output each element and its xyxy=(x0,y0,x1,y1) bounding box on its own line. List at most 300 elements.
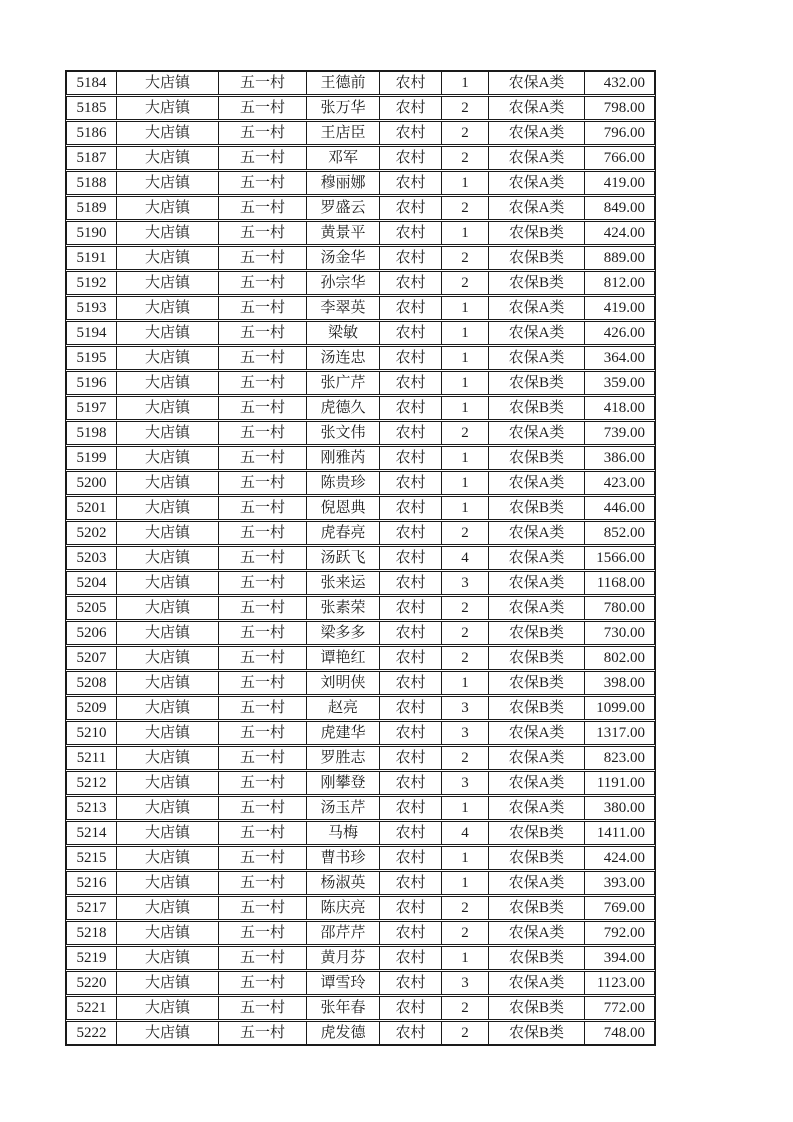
cell-person-name: 刚攀登 xyxy=(306,772,379,794)
cell-serial: 5219 xyxy=(76,949,107,966)
cell-household-count: 2 xyxy=(441,997,488,1019)
cell-serial: 5216 xyxy=(76,874,107,891)
cell-person-name: 赵亮 xyxy=(306,697,379,719)
table-row xyxy=(66,1021,655,1045)
cell-amount: 393.00 xyxy=(584,872,654,894)
cell-household-count: 4 xyxy=(441,547,488,569)
cell-serial: 5220 xyxy=(76,974,107,991)
table-row xyxy=(66,646,655,670)
cell-insurance-type: 农保B类 xyxy=(488,222,584,244)
table-row xyxy=(66,821,655,845)
cell-village: 五一村 xyxy=(218,722,306,744)
cell-insurance-type: 农保A类 xyxy=(488,97,584,119)
table-row xyxy=(66,796,655,820)
cell-residence-type: 农村 xyxy=(379,972,441,994)
table-row xyxy=(66,721,655,745)
cell-serial: 5195 xyxy=(76,349,107,366)
cell-amount: 432.00 xyxy=(584,72,654,94)
cell-residence-type: 农村 xyxy=(379,247,441,269)
cell-village: 五一村 xyxy=(218,822,306,844)
cell-village: 五一村 xyxy=(218,922,306,944)
cell-amount: 852.00 xyxy=(584,522,654,544)
cell-insurance-type: 农保A类 xyxy=(488,772,584,794)
cell-serial: 5193 xyxy=(76,299,107,316)
cell-residence-type: 农村 xyxy=(379,147,441,169)
cell-serial: 5208 xyxy=(76,674,107,691)
table-row xyxy=(66,446,655,470)
cell-town: 大店镇 xyxy=(116,897,218,919)
cell-town: 大店镇 xyxy=(116,822,218,844)
cell-serial: 5203 xyxy=(76,549,107,566)
cell-serial: 5192 xyxy=(76,274,107,291)
cell-person-name: 王店臣 xyxy=(306,122,379,144)
cell-amount: 1191.00 xyxy=(584,772,654,794)
cell-village: 五一村 xyxy=(218,1022,306,1044)
cell-residence-type: 农村 xyxy=(379,672,441,694)
cell-town: 大店镇 xyxy=(116,522,218,544)
cell-village: 五一村 xyxy=(218,447,306,469)
cell-household-count: 1 xyxy=(441,72,488,94)
cell-person-name: 邵芹芹 xyxy=(306,922,379,944)
cell-village: 五一村 xyxy=(218,972,306,994)
table-row xyxy=(66,171,655,195)
cell-village: 五一村 xyxy=(218,247,306,269)
cell-town: 大店镇 xyxy=(116,872,218,894)
cell-person-name: 虎德久 xyxy=(306,397,379,419)
cell-household-count: 2 xyxy=(441,747,488,769)
table-row xyxy=(66,846,655,870)
cell-village: 五一村 xyxy=(218,497,306,519)
cell-residence-type: 农村 xyxy=(379,522,441,544)
cell-insurance-type: 农保B类 xyxy=(488,447,584,469)
cell-residence-type: 农村 xyxy=(379,497,441,519)
cell-insurance-type: 农保A类 xyxy=(488,572,584,594)
cell-household-count: 2 xyxy=(441,122,488,144)
cell-insurance-type: 农保A类 xyxy=(488,872,584,894)
table-row xyxy=(66,346,655,370)
cell-person-name: 倪恩典 xyxy=(306,497,379,519)
table-row xyxy=(66,571,655,595)
table-row xyxy=(66,871,655,895)
cell-village: 五一村 xyxy=(218,422,306,444)
cell-amount: 1317.00 xyxy=(584,722,654,744)
table-row xyxy=(66,921,655,945)
cell-residence-type: 农村 xyxy=(379,897,441,919)
cell-amount: 849.00 xyxy=(584,197,654,219)
table-row xyxy=(66,296,655,320)
cell-village: 五一村 xyxy=(218,897,306,919)
cell-household-count: 1 xyxy=(441,172,488,194)
cell-village: 五一村 xyxy=(218,122,306,144)
cell-person-name: 谭雪玲 xyxy=(306,972,379,994)
cell-village: 五一村 xyxy=(218,572,306,594)
cell-village: 五一村 xyxy=(218,547,306,569)
cell-person-name: 邓军 xyxy=(306,147,379,169)
cell-serial: 5189 xyxy=(76,199,107,216)
cell-person-name: 王德前 xyxy=(306,72,379,94)
cell-serial: 5218 xyxy=(76,924,107,941)
cell-insurance-type: 农保B类 xyxy=(488,1022,584,1044)
cell-town: 大店镇 xyxy=(116,722,218,744)
cell-insurance-type: 农保B类 xyxy=(488,672,584,694)
cell-household-count: 2 xyxy=(441,622,488,644)
cell-serial: 5198 xyxy=(76,424,107,441)
cell-town: 大店镇 xyxy=(116,697,218,719)
cell-amount: 1168.00 xyxy=(584,572,654,594)
cell-town: 大店镇 xyxy=(116,172,218,194)
cell-residence-type: 农村 xyxy=(379,947,441,969)
cell-residence-type: 农村 xyxy=(379,872,441,894)
cell-residence-type: 农村 xyxy=(379,97,441,119)
cell-residence-type: 农村 xyxy=(379,347,441,369)
cell-person-name: 马梅 xyxy=(306,822,379,844)
cell-serial: 5199 xyxy=(76,449,107,466)
cell-person-name: 张年春 xyxy=(306,997,379,1019)
cell-serial: 5215 xyxy=(76,849,107,866)
cell-household-count: 1 xyxy=(441,797,488,819)
table-row xyxy=(66,371,655,395)
cell-village: 五一村 xyxy=(218,147,306,169)
cell-village: 五一村 xyxy=(218,72,306,94)
cell-person-name: 张广芹 xyxy=(306,372,379,394)
table-row xyxy=(66,246,655,270)
cell-person-name: 张文伟 xyxy=(306,422,379,444)
cell-household-count: 3 xyxy=(441,572,488,594)
benefits-table xyxy=(65,70,656,1046)
cell-serial: 5185 xyxy=(76,99,107,116)
cell-person-name: 汤玉芹 xyxy=(306,797,379,819)
cell-town: 大店镇 xyxy=(116,197,218,219)
cell-residence-type: 农村 xyxy=(379,472,441,494)
table-row xyxy=(66,146,655,170)
cell-town: 大店镇 xyxy=(116,672,218,694)
cell-amount: 419.00 xyxy=(584,172,654,194)
cell-person-name: 汤跃飞 xyxy=(306,547,379,569)
cell-town: 大店镇 xyxy=(116,472,218,494)
cell-amount: 418.00 xyxy=(584,397,654,419)
cell-household-count: 1 xyxy=(441,297,488,319)
cell-town: 大店镇 xyxy=(116,797,218,819)
cell-amount: 798.00 xyxy=(584,97,654,119)
cell-town: 大店镇 xyxy=(116,772,218,794)
cell-serial: 5200 xyxy=(76,474,107,491)
cell-household-count: 2 xyxy=(441,522,488,544)
cell-household-count: 1 xyxy=(441,397,488,419)
cell-household-count: 1 xyxy=(441,347,488,369)
cell-amount: 812.00 xyxy=(584,272,654,294)
cell-town: 大店镇 xyxy=(116,497,218,519)
cell-town: 大店镇 xyxy=(116,347,218,369)
cell-household-count: 1 xyxy=(441,847,488,869)
cell-insurance-type: 农保B类 xyxy=(488,372,584,394)
cell-village: 五一村 xyxy=(218,172,306,194)
cell-amount: 426.00 xyxy=(584,322,654,344)
cell-residence-type: 农村 xyxy=(379,197,441,219)
cell-town: 大店镇 xyxy=(116,1022,218,1044)
cell-insurance-type: 农保B类 xyxy=(488,997,584,1019)
cell-person-name: 梁敏 xyxy=(306,322,379,344)
cell-household-count: 2 xyxy=(441,897,488,919)
cell-residence-type: 农村 xyxy=(379,572,441,594)
cell-village: 五一村 xyxy=(218,522,306,544)
cell-town: 大店镇 xyxy=(116,222,218,244)
cell-serial: 5184 xyxy=(76,74,107,91)
cell-village: 五一村 xyxy=(218,322,306,344)
cell-amount: 772.00 xyxy=(584,997,654,1019)
cell-serial: 5204 xyxy=(76,574,107,591)
cell-village: 五一村 xyxy=(218,472,306,494)
cell-insurance-type: 农保A类 xyxy=(488,297,584,319)
cell-residence-type: 农村 xyxy=(379,747,441,769)
cell-amount: 1123.00 xyxy=(584,972,654,994)
table-row xyxy=(66,621,655,645)
cell-residence-type: 农村 xyxy=(379,797,441,819)
cell-household-count: 1 xyxy=(441,447,488,469)
cell-household-count: 3 xyxy=(441,697,488,719)
cell-town: 大店镇 xyxy=(116,72,218,94)
cell-person-name: 虎建华 xyxy=(306,722,379,744)
cell-village: 五一村 xyxy=(218,297,306,319)
cell-amount: 398.00 xyxy=(584,672,654,694)
cell-serial: 5190 xyxy=(76,224,107,241)
cell-serial: 5210 xyxy=(76,724,107,741)
cell-insurance-type: 农保A类 xyxy=(488,547,584,569)
cell-residence-type: 农村 xyxy=(379,547,441,569)
cell-amount: 1566.00 xyxy=(584,547,654,569)
cell-amount: 364.00 xyxy=(584,347,654,369)
cell-village: 五一村 xyxy=(218,797,306,819)
cell-residence-type: 农村 xyxy=(379,72,441,94)
table-row xyxy=(66,696,655,720)
cell-serial: 5207 xyxy=(76,649,107,666)
cell-insurance-type: 农保B类 xyxy=(488,497,584,519)
cell-town: 大店镇 xyxy=(116,922,218,944)
cell-insurance-type: 农保B类 xyxy=(488,397,584,419)
cell-insurance-type: 农保B类 xyxy=(488,847,584,869)
cell-household-count: 2 xyxy=(441,922,488,944)
cell-residence-type: 农村 xyxy=(379,297,441,319)
cell-insurance-type: 农保A类 xyxy=(488,797,584,819)
table-row xyxy=(66,946,655,970)
cell-insurance-type: 农保A类 xyxy=(488,922,584,944)
cell-serial: 5209 xyxy=(76,699,107,716)
cell-amount: 796.00 xyxy=(584,122,654,144)
cell-village: 五一村 xyxy=(218,747,306,769)
cell-town: 大店镇 xyxy=(116,647,218,669)
cell-amount: 386.00 xyxy=(584,447,654,469)
table-row xyxy=(66,196,655,220)
cell-household-count: 2 xyxy=(441,422,488,444)
cell-household-count: 4 xyxy=(441,822,488,844)
table-row xyxy=(66,996,655,1020)
cell-town: 大店镇 xyxy=(116,597,218,619)
cell-amount: 1411.00 xyxy=(584,822,654,844)
table-row xyxy=(66,546,655,570)
cell-person-name: 曹书珍 xyxy=(306,847,379,869)
cell-residence-type: 农村 xyxy=(379,122,441,144)
cell-insurance-type: 农保A类 xyxy=(488,197,584,219)
cell-residence-type: 农村 xyxy=(379,272,441,294)
cell-household-count: 1 xyxy=(441,672,488,694)
cell-amount: 419.00 xyxy=(584,297,654,319)
cell-town: 大店镇 xyxy=(116,122,218,144)
cell-village: 五一村 xyxy=(218,672,306,694)
table-row xyxy=(66,421,655,445)
cell-insurance-type: 农保B类 xyxy=(488,947,584,969)
cell-town: 大店镇 xyxy=(116,297,218,319)
cell-insurance-type: 农保A类 xyxy=(488,172,584,194)
cell-village: 五一村 xyxy=(218,347,306,369)
cell-serial: 5213 xyxy=(76,799,107,816)
cell-village: 五一村 xyxy=(218,272,306,294)
cell-insurance-type: 农保A类 xyxy=(488,147,584,169)
cell-insurance-type: 农保B类 xyxy=(488,622,584,644)
cell-village: 五一村 xyxy=(218,197,306,219)
cell-serial: 5201 xyxy=(76,499,107,516)
cell-household-count: 2 xyxy=(441,1022,488,1044)
cell-town: 大店镇 xyxy=(116,372,218,394)
cell-serial: 5222 xyxy=(76,1024,107,1041)
cell-amount: 424.00 xyxy=(584,847,654,869)
cell-person-name: 罗盛云 xyxy=(306,197,379,219)
cell-serial: 5187 xyxy=(76,149,107,166)
cell-amount: 446.00 xyxy=(584,497,654,519)
cell-town: 大店镇 xyxy=(116,322,218,344)
cell-village: 五一村 xyxy=(218,397,306,419)
cell-household-count: 2 xyxy=(441,147,488,169)
cell-person-name: 梁多多 xyxy=(306,622,379,644)
cell-person-name: 杨淑英 xyxy=(306,872,379,894)
cell-insurance-type: 农保B类 xyxy=(488,822,584,844)
cell-insurance-type: 农保B类 xyxy=(488,647,584,669)
cell-residence-type: 农村 xyxy=(379,1022,441,1044)
cell-household-count: 2 xyxy=(441,597,488,619)
cell-residence-type: 农村 xyxy=(379,322,441,344)
cell-serial: 5214 xyxy=(76,824,107,841)
cell-village: 五一村 xyxy=(218,872,306,894)
table-row xyxy=(66,271,655,295)
cell-residence-type: 农村 xyxy=(379,697,441,719)
cell-amount: 424.00 xyxy=(584,222,654,244)
cell-residence-type: 农村 xyxy=(379,922,441,944)
cell-insurance-type: 农保B类 xyxy=(488,697,584,719)
cell-amount: 780.00 xyxy=(584,597,654,619)
cell-serial: 5191 xyxy=(76,249,107,266)
cell-serial: 5206 xyxy=(76,624,107,641)
cell-village: 五一村 xyxy=(218,622,306,644)
table-row xyxy=(66,496,655,520)
cell-household-count: 3 xyxy=(441,972,488,994)
cell-town: 大店镇 xyxy=(116,97,218,119)
cell-insurance-type: 农保A类 xyxy=(488,522,584,544)
cell-village: 五一村 xyxy=(218,372,306,394)
cell-serial: 5194 xyxy=(76,324,107,341)
cell-village: 五一村 xyxy=(218,97,306,119)
cell-insurance-type: 农保A类 xyxy=(488,747,584,769)
cell-person-name: 黄月芬 xyxy=(306,947,379,969)
cell-village: 五一村 xyxy=(218,597,306,619)
cell-person-name: 张万华 xyxy=(306,97,379,119)
cell-insurance-type: 农保B类 xyxy=(488,247,584,269)
table-row xyxy=(66,396,655,420)
cell-household-count: 2 xyxy=(441,97,488,119)
cell-serial: 5211 xyxy=(76,749,107,766)
cell-amount: 802.00 xyxy=(584,647,654,669)
cell-residence-type: 农村 xyxy=(379,722,441,744)
cell-household-count: 1 xyxy=(441,322,488,344)
cell-insurance-type: 农保A类 xyxy=(488,422,584,444)
cell-person-name: 黄景平 xyxy=(306,222,379,244)
cell-person-name: 汤金华 xyxy=(306,247,379,269)
cell-household-count: 1 xyxy=(441,222,488,244)
cell-amount: 792.00 xyxy=(584,922,654,944)
cell-person-name: 刘明侠 xyxy=(306,672,379,694)
cell-person-name: 陈庆亮 xyxy=(306,897,379,919)
table-row xyxy=(66,221,655,245)
table-row xyxy=(66,596,655,620)
cell-serial: 5212 xyxy=(76,774,107,791)
cell-household-count: 2 xyxy=(441,197,488,219)
cell-household-count: 1 xyxy=(441,947,488,969)
cell-residence-type: 农村 xyxy=(379,222,441,244)
table-row xyxy=(66,771,655,795)
cell-serial: 5197 xyxy=(76,399,107,416)
cell-insurance-type: 农保A类 xyxy=(488,122,584,144)
table-row xyxy=(66,321,655,345)
cell-residence-type: 农村 xyxy=(379,647,441,669)
cell-person-name: 孙宗华 xyxy=(306,272,379,294)
cell-person-name: 虎春亮 xyxy=(306,522,379,544)
cell-serial: 5188 xyxy=(76,174,107,191)
cell-insurance-type: 农保A类 xyxy=(488,597,584,619)
cell-serial: 5221 xyxy=(76,999,107,1016)
cell-town: 大店镇 xyxy=(116,272,218,294)
cell-residence-type: 农村 xyxy=(379,372,441,394)
cell-village: 五一村 xyxy=(218,772,306,794)
cell-amount: 748.00 xyxy=(584,1022,654,1044)
cell-insurance-type: 农保B类 xyxy=(488,272,584,294)
cell-residence-type: 农村 xyxy=(379,422,441,444)
cell-town: 大店镇 xyxy=(116,622,218,644)
cell-insurance-type: 农保A类 xyxy=(488,72,584,94)
table-row xyxy=(66,521,655,545)
cell-amount: 889.00 xyxy=(584,247,654,269)
cell-household-count: 2 xyxy=(441,272,488,294)
cell-person-name: 李翠英 xyxy=(306,297,379,319)
cell-amount: 769.00 xyxy=(584,897,654,919)
cell-village: 五一村 xyxy=(218,222,306,244)
cell-residence-type: 农村 xyxy=(379,172,441,194)
cell-person-name: 张素荣 xyxy=(306,597,379,619)
cell-serial: 5217 xyxy=(76,899,107,916)
cell-serial: 5205 xyxy=(76,599,107,616)
cell-amount: 730.00 xyxy=(584,622,654,644)
cell-town: 大店镇 xyxy=(116,572,218,594)
table-row xyxy=(66,96,655,120)
cell-person-name: 谭艳红 xyxy=(306,647,379,669)
cell-household-count: 2 xyxy=(441,247,488,269)
cell-amount: 739.00 xyxy=(584,422,654,444)
cell-residence-type: 农村 xyxy=(379,597,441,619)
cell-insurance-type: 农保A类 xyxy=(488,722,584,744)
cell-village: 五一村 xyxy=(218,847,306,869)
cell-residence-type: 农村 xyxy=(379,847,441,869)
table-row xyxy=(66,71,655,95)
cell-residence-type: 农村 xyxy=(379,822,441,844)
cell-town: 大店镇 xyxy=(116,397,218,419)
cell-town: 大店镇 xyxy=(116,547,218,569)
cell-town: 大店镇 xyxy=(116,247,218,269)
